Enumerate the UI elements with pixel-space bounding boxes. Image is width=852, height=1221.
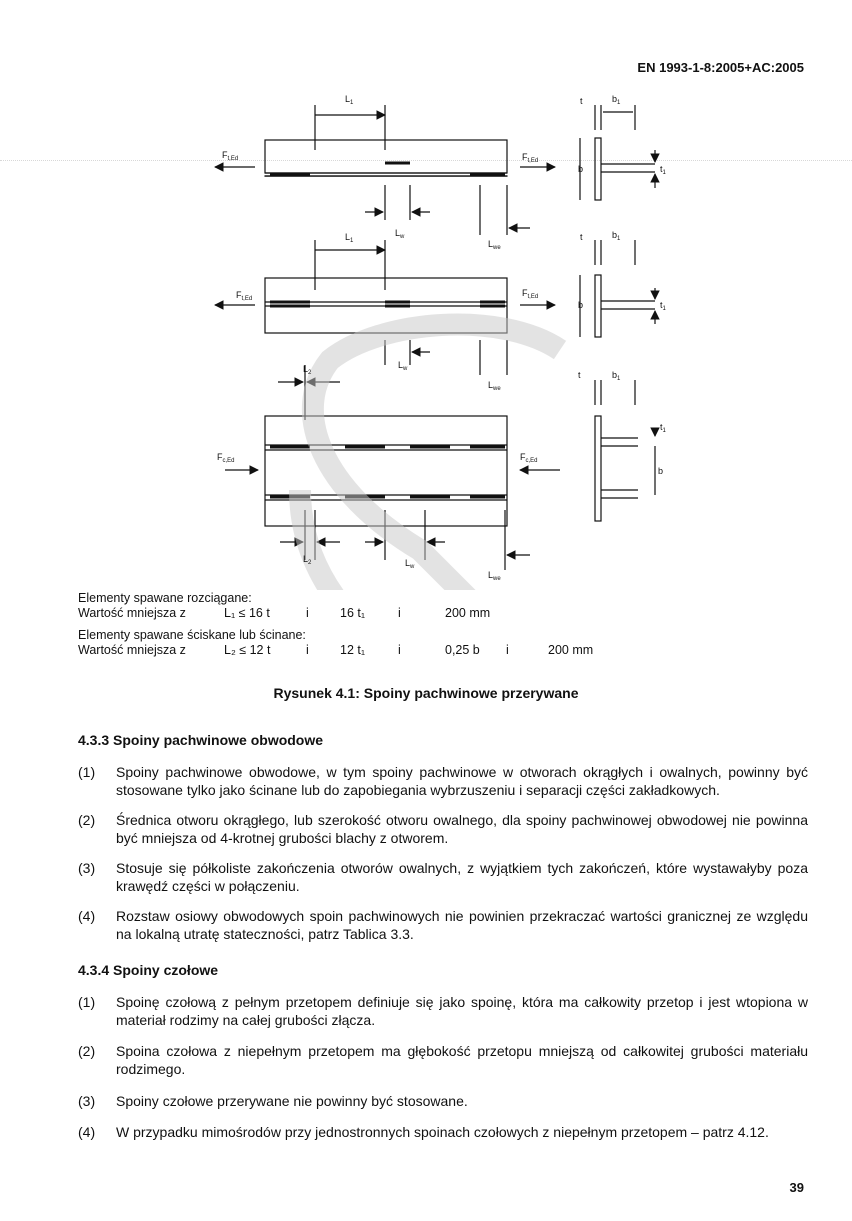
tension-col-4: i (398, 606, 401, 620)
svg-text:L1: $L_1$ (345, 94, 354, 106)
svg-text:b: b (578, 164, 584, 174)
svg-text:b1: $b_1$ (612, 230, 621, 242)
compression-col-6: i (506, 643, 509, 657)
paragraph-text: Spoina czołowa z niepełnym przetopem ma głębokość przetopu mniejszą od całkowitej grubości materiału rodzimego. (116, 1043, 808, 1077)
svg-text:Ft,Ed: $F_{t,Ed}$ (236, 290, 253, 302)
paragraph-text: Spoiny czołowe przerywane nie powinny być stosowane. (116, 1093, 468, 1109)
paragraph-text: Spoiny pachwinowe obwodowe, w tym spoiny pachwinowe w otworach okrągłych i owalnych, powinny być stosowane tylko jako ścinane lub do zapobiegania wybrzuszeniu i separacji części zakładkowych. (116, 764, 808, 798)
compression-col-3: 12 t₁ (340, 643, 366, 657)
paragraph-433-1 (78, 763, 808, 799)
weld-limits (78, 591, 778, 658)
svg-text:b1: $b_1$ (612, 94, 621, 106)
compression-col-2: i (306, 643, 309, 657)
paragraph-number: (3) (78, 860, 96, 876)
svg-text:t1: $t_1$ (660, 164, 666, 176)
paragraph-text: Stosuje się półkoliste zakończenia otworów owalnych, z wyjątkiem tych zakończeń, które wystawałyby poza krawędź części w połączeniu. (116, 860, 808, 894)
section-heading-4-3-4: 4.3.4 Spoiny czołowe (78, 962, 219, 978)
paragraph-433-2 (78, 811, 808, 847)
page-number: 39 (789, 1180, 804, 1195)
svg-text:L1: $L_1$ (345, 232, 354, 244)
paragraph-433-3 (78, 859, 808, 895)
paragraph-434-3 (78, 1092, 808, 1110)
svg-text:b: b (578, 300, 584, 310)
svg-text:Fc,Ed: $F_{c,Ed}$ (520, 452, 538, 464)
paragraph-text: Spoinę czołową z pełnym przetopem definiuje się jako spoinę, która ma całkowity przetop i jest wtopiona w materiał rodzimy na całej grubości złącza. (116, 994, 808, 1028)
tension-heading: Elementy spawane rozciągane: (78, 591, 252, 605)
compression-col-5: 0,25 b (445, 643, 480, 657)
figure-4-1 (0, 90, 852, 590)
compression-col-1: L₂ ≤ 12 t (224, 643, 271, 657)
paragraph-number: (4) (78, 908, 96, 924)
compression-col-7: 200 mm (548, 643, 594, 657)
svg-text:t: t (580, 96, 583, 106)
paragraph-434-2 (78, 1042, 808, 1078)
paragraph-text: Średnica otworu okrągłego, lub szerokość otworu owalnego, dla spoiny pachwinowej obwodowej nie powinna być mniejsza od 4-krotnej grubości blachy z otworem. (116, 812, 808, 846)
svg-text:t: t (578, 370, 581, 380)
weld-segments-1 (270, 163, 505, 174)
tension-row (78, 606, 778, 621)
tension-col-3: 16 t₁ (340, 606, 366, 620)
svg-text:b1: $b_1$ (612, 370, 621, 382)
fillet-weld-diagram (0, 90, 852, 590)
paragraph-number: (3) (78, 1093, 96, 1109)
svg-text:Ft,Ed: $F_{t,Ed}$ (522, 288, 539, 300)
figure-caption: Rysunek 4.1: Spoiny pachwinowe przerywane (273, 685, 579, 701)
paragraph-434-4 (78, 1123, 808, 1141)
tension-col-0: Wartość mniejsza z (78, 606, 186, 620)
svg-text:Lw: $L_w$ (395, 228, 405, 240)
svg-text:t1: $t_1$ (660, 422, 666, 434)
compression-row (78, 643, 778, 658)
svg-text:b: b (658, 466, 664, 476)
svg-text:t1: $t_1$ (660, 300, 666, 312)
paragraph-number: (1) (78, 764, 96, 780)
plate-upper-1 (265, 140, 507, 173)
paragraph-number: (2) (78, 812, 96, 828)
svg-text:Lw: $L_w$ (398, 360, 408, 372)
compression-col-0: Wartość mniejsza z (78, 643, 186, 657)
paragraph-434-1 (78, 993, 808, 1029)
tension-col-2: i (306, 606, 309, 620)
standard-code: EN 1993-1-8:2005+AC:2005 (637, 60, 804, 75)
svg-text:Lwe: $L_{we}$ (488, 570, 501, 582)
svg-text:L2: $L_2$ (303, 364, 312, 376)
paragraph-text: W przypadku mimośrodów przy jednostronnych spoinach czołowych z niepełnym przetopem – patrz 4.12. (116, 1124, 769, 1140)
svg-text:Lwe: $L_{we}$ (488, 380, 501, 392)
svg-text:Fc,Ed: $F_{c,Ed}$ (217, 452, 235, 464)
svg-text:Lwe: $L_{we}$ (488, 239, 501, 251)
section-plate-1 (595, 138, 601, 200)
compression-col-4: i (398, 643, 401, 657)
svg-text:Ft,Ed: $F_{t,Ed}$ (222, 150, 239, 162)
paragraph-number: (1) (78, 994, 96, 1010)
svg-text:Lw: $L_w$ (405, 558, 415, 570)
svg-text:t: t (580, 232, 583, 242)
tension-col-1: L₁ ≤ 16 t (224, 606, 270, 620)
tension-col-5: 200 mm (445, 606, 491, 620)
paragraph-text: Rozstaw osiowy obwodowych spoin pachwinowych nie powinien przekraczać wartości granicznej ze względu na lokalną utratę stateczności, patrz Tablica 3.3. (116, 908, 808, 942)
paragraph-number: (4) (78, 1124, 96, 1140)
svg-text:L2: $L_2$ (303, 554, 312, 566)
svg-text:Ft,Ed: $F_{t,Ed}$ (522, 152, 539, 164)
compression-heading: Elementy spawane ściskane lub ścinane: (78, 628, 306, 642)
paragraph-number: (2) (78, 1043, 96, 1059)
section-heading-4-3-3: 4.3.3 Spoiny pachwinowe obwodowe (78, 732, 324, 748)
paragraph-433-4 (78, 907, 808, 943)
